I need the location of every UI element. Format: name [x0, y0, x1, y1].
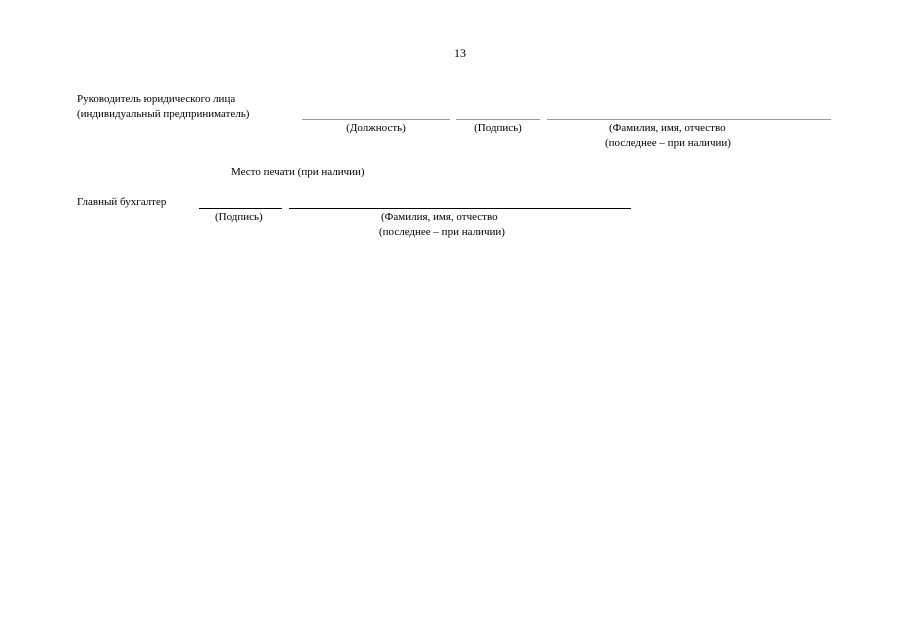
accountant-name-caption-line1: (Фамилия, имя, отчество: [381, 211, 498, 223]
stamp-place-label: Место печати (при наличии): [231, 166, 365, 178]
head-position-caption: (Должность): [346, 122, 406, 134]
head-signature-caption: (Подпись): [474, 122, 522, 134]
accountant-title: Главный бухгалтер: [77, 196, 167, 208]
accountant-signature-caption: (Подпись): [215, 211, 263, 223]
head-position-signature-line: [302, 119, 450, 120]
accountant-signature-line: [199, 208, 282, 209]
accountant-name-caption-line2: (последнее – при наличии): [379, 226, 505, 238]
head-signature-line: [456, 119, 540, 120]
head-name-signature-line: [547, 119, 831, 120]
head-title-line1: Руководитель юридического лица: [77, 93, 236, 105]
head-name-caption-line1: (Фамилия, имя, отчество: [609, 122, 726, 134]
page-number: 13: [454, 46, 466, 60]
head-title-line2: (индивидуальный предприниматель): [77, 108, 250, 120]
accountant-name-signature-line: [289, 208, 631, 209]
head-name-caption-line2: (последнее – при наличии): [605, 137, 731, 149]
